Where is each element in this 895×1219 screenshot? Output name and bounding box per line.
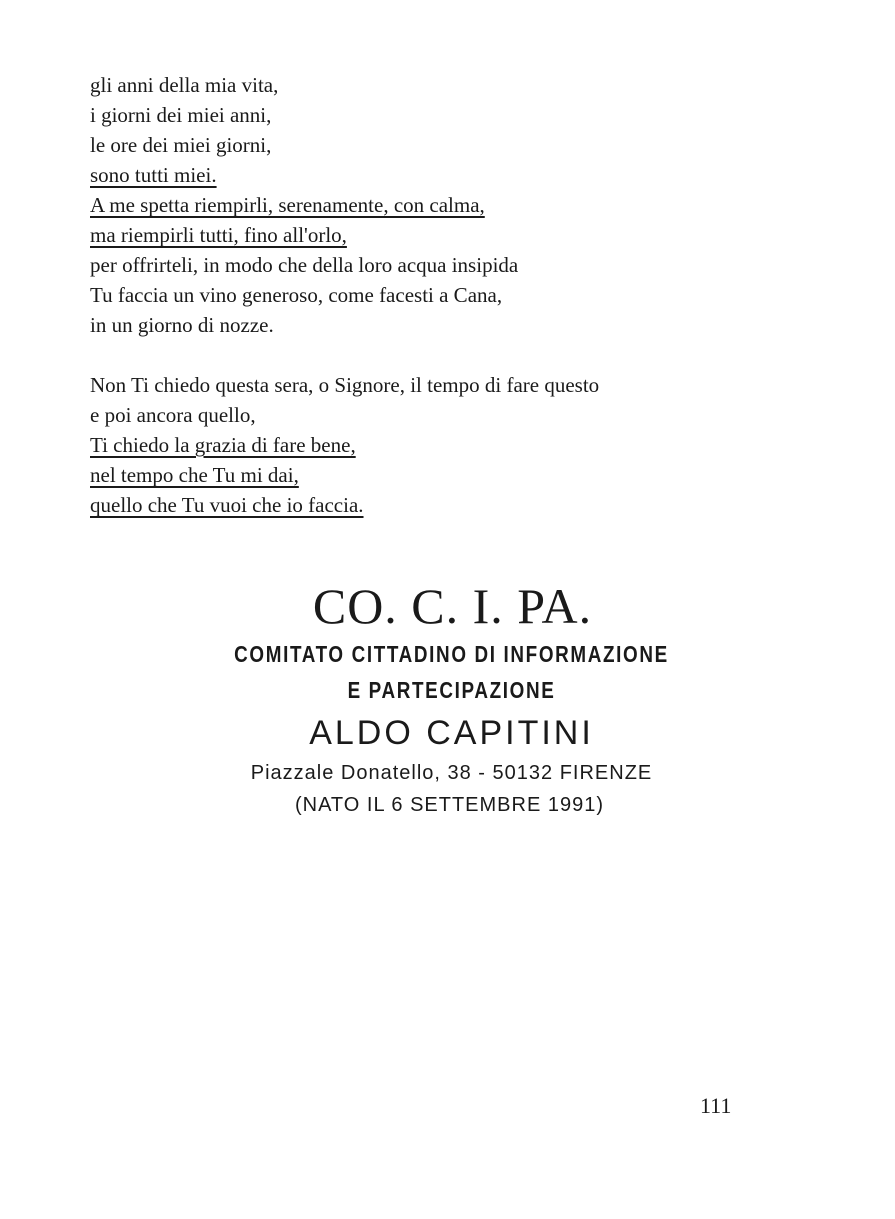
- poem-text: [90, 70, 770, 520]
- poem-line: [90, 160, 770, 190]
- stanza-1: [90, 70, 770, 340]
- stanza-2: [90, 370, 770, 520]
- underlined-text: ma riempirli tutti, fino all'orlo,: [90, 223, 347, 247]
- poem-line: gli anni della mia vita,: [90, 73, 279, 97]
- underlined-text: Ti chiedo la grazia di fare bene,: [90, 433, 356, 457]
- poem-line: le ore dei miei giorni,: [90, 133, 272, 157]
- poem-line: Tu faccia un vino generoso, come facesti a Cana,: [90, 283, 503, 307]
- stamp-name: ALDO CAPITINI: [309, 714, 594, 752]
- stamp-address: Piazzale Donatello, 38 - 50132 FIRENZE: [250, 762, 653, 784]
- poem-line: [90, 430, 770, 460]
- poem-line: e poi ancora quello,: [90, 403, 256, 427]
- underlined-text: sono tutti miei.: [90, 163, 217, 187]
- poem-line: [90, 460, 770, 490]
- stamp-founded: (NATO IL 6 SETTEMBRE 1991): [294, 794, 605, 816]
- poem-line: Non Ti chiedo questa sera, o Signore, il tempo di fare questo: [90, 373, 600, 397]
- stamp-org-line-2: E PARTECIPAZIONE: [347, 677, 556, 703]
- underlined-text: quello che Tu vuoi che io faccia.: [90, 493, 364, 517]
- poem-line: per offrirteli, in modo che della loro acqua insipida: [90, 253, 519, 277]
- poem-line: in un giorno di nozze.: [90, 313, 274, 337]
- page-number: 111: [700, 1093, 732, 1118]
- organization-stamp: [0, 578, 895, 820]
- underlined-text: A me spetta riempirli, serenamente, con calma,: [90, 193, 485, 217]
- stanza-gap: [90, 340, 770, 370]
- poem-line: [90, 220, 770, 250]
- poem-line: [90, 490, 770, 520]
- stamp-abbreviation: CO. C. I. PA.: [312, 578, 593, 634]
- stamp-org-line-1: COMITATO CITTADINO DI INFORMAZIONE: [234, 641, 669, 667]
- poem-line: [90, 190, 770, 220]
- underlined-text: nel tempo che Tu mi dai,: [90, 463, 299, 487]
- poem-line: i giorni dei miei anni,: [90, 103, 272, 127]
